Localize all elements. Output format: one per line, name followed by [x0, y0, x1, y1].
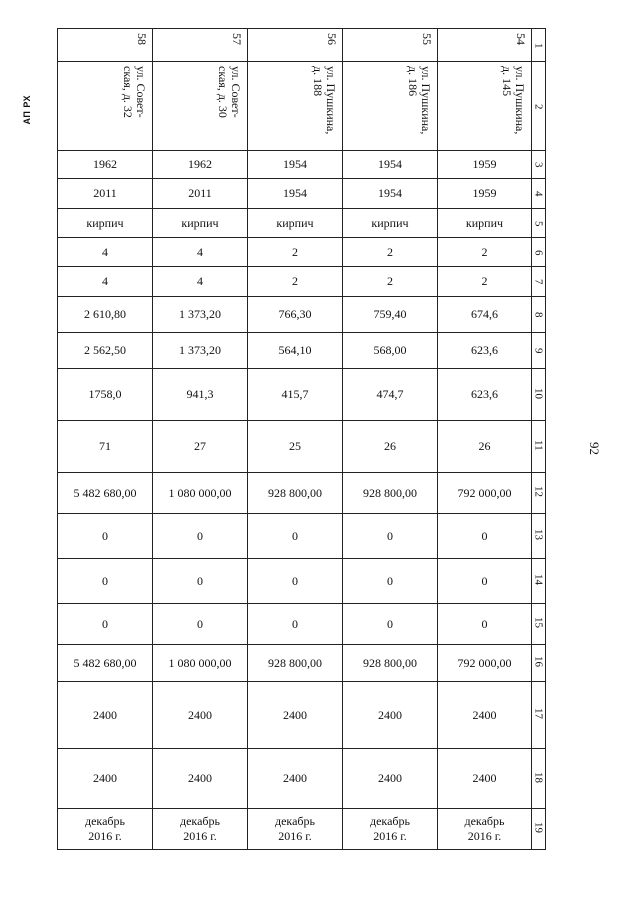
- cell-deadline: декабрь 2016 г.: [248, 809, 343, 850]
- table-row: [58, 559, 546, 604]
- table-row: [58, 809, 546, 850]
- cell-value: 0: [58, 559, 153, 604]
- cell-floors: 2: [343, 238, 438, 267]
- cell-year: 1954: [343, 179, 438, 209]
- cell-premises-area: 2 562,50: [58, 333, 153, 369]
- cell-premises-area: 623,6: [438, 333, 532, 369]
- cell-value: 0: [438, 604, 532, 645]
- cell-unit-cost: 2400: [248, 682, 343, 749]
- cell-address: ул. Пушкина, д. 145: [438, 62, 532, 151]
- row-number: 18: [532, 749, 546, 809]
- cell-floors: 4: [58, 238, 153, 267]
- cell-deadline: декабрь 2016 г.: [58, 809, 153, 850]
- cell-total-area: 766,30: [248, 297, 343, 333]
- page-number: 92: [587, 442, 602, 455]
- row-number: 15: [532, 604, 546, 645]
- cell-value: 0: [438, 514, 532, 559]
- cell-total-area: 674,6: [438, 297, 532, 333]
- archive-stamp-label: АП РХ: [22, 95, 32, 125]
- cell-cost-fund: 928 800,00: [343, 645, 438, 682]
- cell-year: 1954: [248, 179, 343, 209]
- cell-residents: 27: [153, 421, 248, 473]
- cell-value: 0: [248, 559, 343, 604]
- cell-value: 0: [58, 604, 153, 645]
- cell-build-year: 1962: [153, 151, 248, 179]
- table-row: [58, 151, 546, 179]
- cell-entrances: 4: [58, 267, 153, 297]
- cell-cost-total: 792 000,00: [438, 473, 532, 514]
- cell-max-cost: 2400: [153, 749, 248, 809]
- row-number: 3: [532, 151, 546, 179]
- table-row: [58, 29, 546, 62]
- cell-value: 0: [343, 559, 438, 604]
- cell-cost-fund: 928 800,00: [248, 645, 343, 682]
- cell-floors: 2: [438, 238, 532, 267]
- cell-residents: 71: [58, 421, 153, 473]
- cell-deadline: декабрь 2016 г.: [343, 809, 438, 850]
- table-row: [58, 369, 546, 421]
- cell-build-year: 1954: [343, 151, 438, 179]
- cell-premises-area: 1 373,20: [153, 333, 248, 369]
- cell-material: кирпич: [248, 209, 343, 238]
- table-row: [58, 682, 546, 749]
- cell-address: ул. Пушкина, д. 186: [343, 62, 438, 151]
- cell-max-cost: 2400: [343, 749, 438, 809]
- cell-residential-area: 474,7: [343, 369, 438, 421]
- row-number: 5: [532, 209, 546, 238]
- cell-total-area: 1 373,20: [153, 297, 248, 333]
- table-row: [58, 645, 546, 682]
- cell-value: 0: [58, 514, 153, 559]
- cell-address: ул. Совет-ская, д. 30: [153, 62, 248, 151]
- cell-residential-area: 415,7: [248, 369, 343, 421]
- cell-value: 0: [248, 514, 343, 559]
- row-number: 11: [532, 421, 546, 473]
- row-number: 16: [532, 645, 546, 682]
- cell-deadline: декабрь 2016 г.: [153, 809, 248, 850]
- cell-max-cost: 2400: [248, 749, 343, 809]
- table-row: [58, 267, 546, 297]
- row-number: 2: [532, 62, 546, 151]
- cell-cost-fund: 792 000,00: [438, 645, 532, 682]
- table-row: [58, 604, 546, 645]
- row-number: 17: [532, 682, 546, 749]
- cell-premises-area: 564,10: [248, 333, 343, 369]
- cell-value: 0: [343, 604, 438, 645]
- cell-build-year: 1954: [248, 151, 343, 179]
- cell-number: 55: [343, 29, 438, 62]
- cell-floors: 2: [248, 238, 343, 267]
- cell-total-area: 2 610,80: [58, 297, 153, 333]
- cell-residents: 25: [248, 421, 343, 473]
- cell-material: кирпич: [343, 209, 438, 238]
- cell-number: 57: [153, 29, 248, 62]
- table-row: [58, 179, 546, 209]
- row-number: 19: [532, 809, 546, 850]
- row-number: 13: [532, 514, 546, 559]
- cell-material: кирпич: [153, 209, 248, 238]
- cell-floors: 4: [153, 238, 248, 267]
- cell-value: 0: [153, 559, 248, 604]
- row-number: 7: [532, 267, 546, 297]
- cell-entrances: 4: [153, 267, 248, 297]
- row-number: 4: [532, 179, 546, 209]
- cell-cost-fund: 5 482 680,00: [58, 645, 153, 682]
- table-row: [58, 473, 546, 514]
- table-row: [58, 749, 546, 809]
- cell-year: 2011: [153, 179, 248, 209]
- cell-number: 56: [248, 29, 343, 62]
- row-number: 10: [532, 369, 546, 421]
- cell-residential-area: 1758,0: [58, 369, 153, 421]
- table-row: [58, 333, 546, 369]
- housing-table: [57, 28, 546, 850]
- cell-address: ул. Совет-ская, д. 32: [58, 62, 153, 151]
- row-number: 9: [532, 333, 546, 369]
- cell-number: 58: [58, 29, 153, 62]
- cell-residential-area: 623,6: [438, 369, 532, 421]
- cell-cost-total: 1 080 000,00: [153, 473, 248, 514]
- cell-max-cost: 2400: [438, 749, 532, 809]
- cell-material: кирпич: [58, 209, 153, 238]
- cell-value: 0: [248, 604, 343, 645]
- table-row: [58, 209, 546, 238]
- cell-cost-total: 5 482 680,00: [58, 473, 153, 514]
- table-row: [58, 421, 546, 473]
- cell-year: 2011: [58, 179, 153, 209]
- table-row: [58, 297, 546, 333]
- cell-total-area: 759,40: [343, 297, 438, 333]
- cell-max-cost: 2400: [58, 749, 153, 809]
- table-row: [58, 238, 546, 267]
- cell-value: 0: [153, 514, 248, 559]
- row-number: 14: [532, 559, 546, 604]
- cell-premises-area: 568,00: [343, 333, 438, 369]
- cell-value: 0: [438, 559, 532, 604]
- cell-year: 1959: [438, 179, 532, 209]
- cell-residents: 26: [343, 421, 438, 473]
- cell-entrances: 2: [438, 267, 532, 297]
- cell-value: 0: [153, 604, 248, 645]
- row-number: 8: [532, 297, 546, 333]
- cell-entrances: 2: [248, 267, 343, 297]
- table-row: [58, 62, 546, 151]
- cell-residential-area: 941,3: [153, 369, 248, 421]
- row-number: 1: [532, 29, 546, 62]
- cell-unit-cost: 2400: [153, 682, 248, 749]
- cell-number: 54: [438, 29, 532, 62]
- cell-entrances: 2: [343, 267, 438, 297]
- cell-value: 0: [343, 514, 438, 559]
- cell-residents: 26: [438, 421, 532, 473]
- cell-build-year: 1959: [438, 151, 532, 179]
- row-number: 6: [532, 238, 546, 267]
- cell-unit-cost: 2400: [343, 682, 438, 749]
- table-row: [58, 514, 546, 559]
- cell-material: кирпич: [438, 209, 532, 238]
- cell-cost-fund: 1 080 000,00: [153, 645, 248, 682]
- cell-cost-total: 928 800,00: [248, 473, 343, 514]
- cell-build-year: 1962: [58, 151, 153, 179]
- cell-cost-total: 928 800,00: [343, 473, 438, 514]
- cell-address: ул. Пушкина, д. 188: [248, 62, 343, 151]
- cell-deadline: декабрь 2016 г.: [438, 809, 532, 850]
- row-number: 12: [532, 473, 546, 514]
- cell-unit-cost: 2400: [58, 682, 153, 749]
- cell-unit-cost: 2400: [438, 682, 532, 749]
